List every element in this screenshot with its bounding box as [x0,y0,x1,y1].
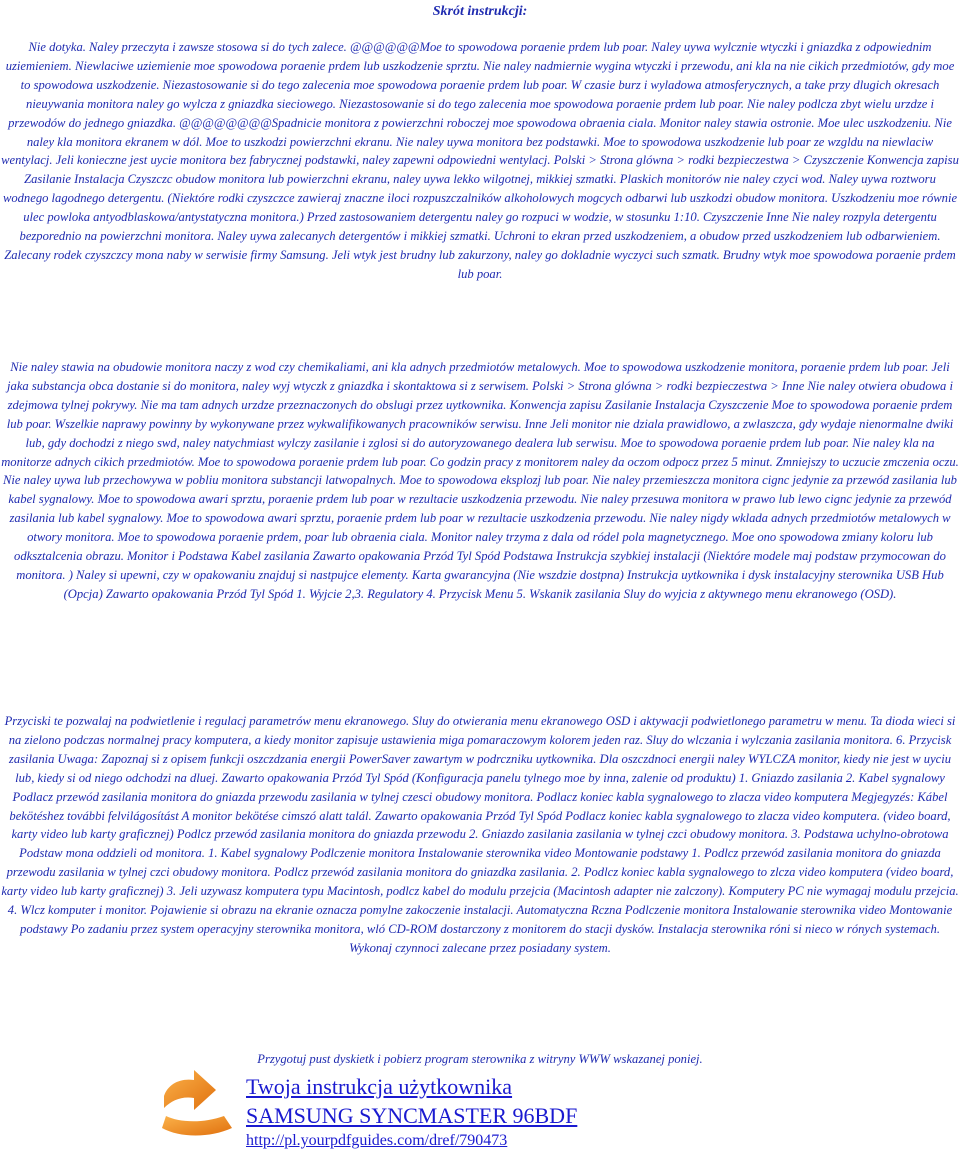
paragraph-other: Nie naley stawia na obudowie monitora naczy z wod czy chemikaliami, ani kla adnych przedmiotów metalowych. Moe to spowodowa uszkodzenie monitora, poraenie prdem lub poar. Jeli jaka substancja obca dostanie si do monitora, naley wyj wtyczk z gniazdka i skontaktowa si z serwisem. Polski > Strona glówna > rodki bezpieczestwa > Inne Nie naley otwiera obudowa i zdejmowa tylnej pokrywy. Nie ma tam adnych urzdze przeznaczonych do obslugi przez uytkownika. Konwencja zapisu Zasilanie Instalacja Czyszczenie Moe to spowodowa poraenie prdem lub poar. Wszelkie naprawy powinny by wykonywane przez wykwalifikowanych pracowników serwisu. Inne Jeli monitor nie dziala prawidlowo, a zwlaszcza, gdy wydaje nienormalne dwiki lub, gdy dochodzi z niego swd, naley natychmiast wylczy zasilanie i zglosi si do autoryzowanego dealera lub serwisu. Moe to spowodowa poraenie prdem lub poar. Nie naley kla na monitorze adnych cikich przedmiotów. Moe to spowodowa poraenie prdem lub poar. Co godzin pracy z monitorem naley da oczom odpocz przez 5 minut. Zmniejszy to uczucie zmczenia oczu. Nie naley uywa lub przechowywa w pobliu monitora substancji latwopalnych. Moe to spowodowa eksplozj lub poar. Nie naley przemieszcza monitora cignc jedynie za przewód zasilania lub kabel sygnalowy. Moe to spowodowa awari sprztu, poraenie prdem lub poar w rezultacie uszkodzenia przewodu. Nie naley przesuwa monitora w prawo lub lewo cignc jedynie za przewód zasilania lub kabel sygnalowy. Moe to spowodowa awari sprztu, poraenie prdem lub poar w rezultacie uszkodzenia przewodu. Nie naley nigdy wklada adnych przedmiotów metalowych w otwory monitora. Moe to spowodowa poraenie prdem, poar lub obraenia ciala. Monitor naley trzyma z dala od ródel pola magnetycznego. Moe ono spowodowa zmiany koloru lub odksztalcenia obrazu. Monitor i Podstawa Kabel zasilania Zawarto opakowania Przód Tyl Spód Podstawa Instrukcja szybkiej instalacji (Niektóre modele maj podstaw przymocowan do monitora. ) Naley si upewni, czy w opakowaniu znajduj si nastpujce elementy. Karta gwarancyjna (Nie wszdzie dostpna) Instrukcja uytkownika i dysk instalacyjny sterownika USB Hub (Opcja) Zawarto opakowania Przód Tyl Spód 1. Wyjcie 2,3. Regulatory 4. Przycisk Menu 5. Wskanik zasilania Sluy do wyjcia z aktywnego menu ekranowego (OSD). [1,360,959,601]
page-title: Skrót instrukcji: [432,4,528,19]
manual-title-link[interactable]: Twoja instrukcja użytkownika [246,1074,513,1099]
download-arrow-icon [158,1066,240,1142]
manual-link-block [246,1072,577,1152]
manual-model-link[interactable]: SAMSUNG SYNCMASTER 96BDF [246,1103,578,1128]
paragraph-driver-note: Przygotuj pust dyskietk i pobierz program sterownika z witryny WWW wskazanej poniej. [257,1052,703,1066]
paragraph-installation: Przyciski te pozwalaj na podwietlenie i regulacj parametrów menu ekranowego. Sluy do otwierania menu ekranowego OSD i aktywacji podwietlonego parametru w menu. Ta dioda wieci si na zielono podczas normalnej pracy komputera, a kiedy monitor zapisuje ustawienia miga pomaraczowym kolorem jeden raz. Sluy do wlczania i wylczania zasilania monitora. 6. Przycisk zasilania Uwaga: Zapoznaj si z opisem funkcji oszczdzania energii PowerSaver zawartym w podrczniku uytkownika. Dla oszczdnoci energii naley WYLCZA monitor, kiedy nie jest w uyciu lub, kiedy si od niego odchodzi na dluej. Zawarto opakowania Przód Tyl Spód (Konfiguracja panelu tylnego moe by inna, zalenie od produktu) 1. Gniazdo zasilania 2. Kabel sygnalowy Podlacz przewód zasilania monitora do gniazda przewodu zasilania w tylnej czesci obudowy monitora. Podlacz koniec kabla sygnalowego to zlacza video komputera Megjegyzés: Kábel bekötéshez további felvilágosítást A monitor bekötése cimszó alatt talál. Zawarto opakowania Przód Tyl Spód Podlacz koniec kabla sygnalowego to zlacza video komputera. (video board, karty video lub karty graficznej) Podlcz przewód zasilania monitora do gniazda przewodu 2. Gniazdo zasilania zasilania w tylnej czci obudowy monitora. 3. Podstawa uchylno-obrotowa Podstaw mona oddzieli od monitora. 1. Kabel sygnalowy Podlczenie monitora Instalowanie sterownika video Montowanie podstawy 1. Podlcz przewód zasilania monitora do gniazda przewodu zasilania w tylnej czci obudowy monitora. Podlcz przewód zasilania monitora do gniazdka zasilania. 2. Podlcz koniec kabla sygnalowego to zlcza video komputera (video board, karty video lub karty graficznej) 3. Jeli uzywasz komputera typu Macintosh, podlcz kabel do modulu przejcia (Macintosh adapter nie zalczony). Komputery PC nie wymagaj modulu przejcia. 4. Wlcz komputer i monitor. Pojawienie si obrazu na ekranie oznacza pomylne zakoczenie instalacji. Automatyczna Rczna Podlczenie monitora Instalowanie sterownika video Montowanie podstawy Po zadaniu przez system operacyjny sterownika monitora, wló CD-ROM dostarczony z monitorem do stacji dysków. Instalacja sterownika róni si nieco w rónych systemach. Wykonaj czynnoci zalecane przez posiadany system. [1,714,959,955]
manual-url-link[interactable]: http://pl.yourpdfguides.com/dref/790473 [246,1132,508,1149]
paragraph-safety: Nie dotyka. Naley przeczyta i zawsze stosowa si do tych zalece. @@@@@@Moe to spowodowa poraenie prdem lub poar. Naley uywa wylcznie wtyczki i gniazdka z odpowiednim uziemieniem. Niewlaciwe uziemienie moe spowodowa poraenie prdem lub uszkodzenie sprztu. Nie naley nadmiernie wygina wtyczki i przewodu, ani kla na nie cikich przedmiotów, gdy moe to spowodowa uszkodzenie. Niezastosowanie si do tego zalecenia moe spowodowa poraenie prdem lub poar. W czasie burz i wyladowa atmosferycznych, a take przy dlugich okresach nieuywania monitora naley go wylcza z gniazdka sieciowego. Niezastosowanie si do tego zalecenia moe spowodowa poraenie prdem lub poar. Nie naley podlcza zbyt wielu urzdze i przewodów do jednego gniazdka. @@@@@@@@Spadnicie monitora z powierzchni roboczej moe spowodowa obraenia ciala. Monitor naley stawia ostronie. Moe ulec uszkodzeniu. Nie naley kla monitora ekranem w dól. Moe to uszkodzi powierzchni ekranu. Nie naley uywa monitora bez podstawki. Moe to spowodowa uszkodzenie lub poar ze wzgldu na niewlaciw wentylacj. Jeli konieczne jest uycie monitora bez fabrycznej podstawki, naley zapewni odpowiedni wentylacj. Polski > Strona glówna > rodki bezpieczestwa > Czyszczenie Konwencja zapisu Zasilanie Instalacja Czyszczc obudow monitora lub powierzchni ekranu, naley uywa lekko wilgotnej, mikkiej szmatki. Plaskich monitorów nie naley czyci wod. Naley uywa roztworu wodnego lagodnego detergentu. (Niektóre rodki czyszczce zawieraj znaczne iloci rozpuszczalników alkoholowych mogcych odbarwi lub uszkodzi obudow monitora. Uszkodzeniu moe równie ulec powloka antyodblaskowa/antystatyczna monitora.) Przed zastosowaniem detergentu naley go rozpuci w wodzie, w stosunku 1:10. Czyszczenie Inne Nie naley rozpyla detergentu bezporednio na powierzchni monitora. Naley uywa zalecanych detergentów i mikkiej szmatki. Uchroni to ekran przed uszkodzeniem, a obudow przed uszkodzeniem lub odbarwieniem. Zalecany rodek czyszczcy mona naby w serwisie firmy Samsung. Jeli wtyk jest brudny lub zakurzony, naley go dokladnie wyczyci such szmatk. Brudny wtyk moe spowodowa poraenie prdem lub poar. [1,40,959,281]
